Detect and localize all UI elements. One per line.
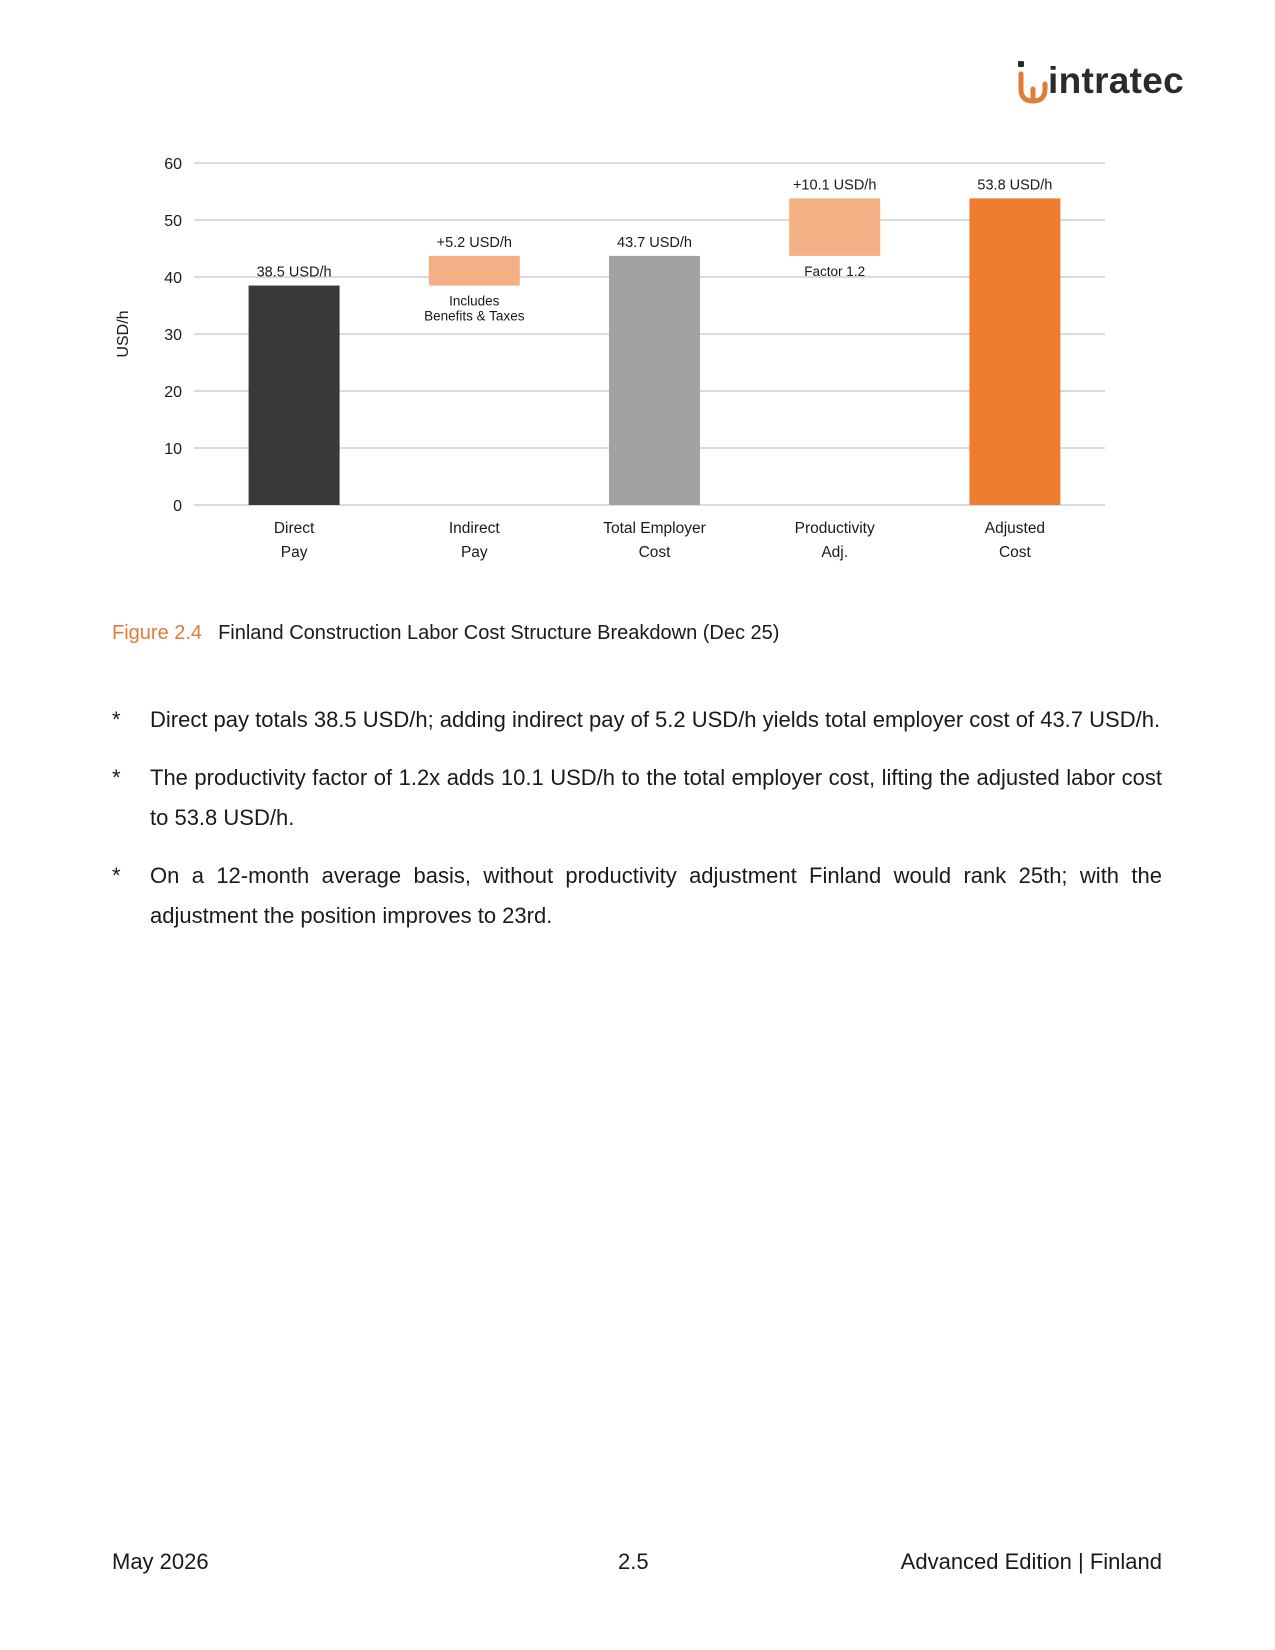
bullet-list: [112, 700, 1162, 954]
footer-date: May 2026: [112, 1549, 209, 1574]
y-tick-label: 0: [173, 498, 182, 515]
bullet-item: [112, 758, 1162, 838]
bullet-marker: *: [112, 863, 121, 888]
bullet-marker: *: [112, 707, 121, 732]
bar-value-label: +5.2 USD/h: [436, 234, 512, 251]
logo-mark-icon: [1016, 56, 1050, 114]
x-tick-label: Productivity: [794, 520, 875, 537]
y-tick-label: 60: [164, 156, 182, 173]
x-tick-label: Direct: [273, 520, 315, 537]
y-tick-label: 20: [164, 384, 182, 401]
y-tick-label: 30: [164, 327, 182, 344]
x-tick-label: Adj.: [821, 544, 849, 561]
bar-annotation: Factor 1.2: [804, 263, 866, 279]
bar-annotation: Benefits & Taxes: [424, 308, 525, 324]
figure-number: Figure 2.4: [112, 622, 203, 644]
figure-caption: [112, 620, 779, 646]
bullet-text: The productivity factor of 1.2x adds 10.1 USD/h to the total employer cost, lifting the adjusted labor cost to 53.8 USD/h.: [150, 765, 1162, 830]
bullet-marker: *: [112, 765, 121, 790]
x-tick-label: Pay: [280, 544, 308, 561]
labor-cost-waterfall-chart: [110, 150, 1170, 590]
bar: [969, 198, 1060, 505]
x-tick-label: Cost: [638, 544, 671, 561]
bar: [249, 286, 340, 505]
logo-wordmark: intratec: [1048, 60, 1185, 101]
bullet-text: On a 12-month average basis, without productivity adjustment Finland would rank 25th; with the adjustment the position improves to 23rd.: [150, 863, 1162, 928]
y-tick-label: 50: [164, 213, 182, 230]
footer-edition: Advanced Edition | Finland: [900, 1549, 1162, 1574]
bar-value-label: 53.8 USD/h: [977, 177, 1053, 194]
y-tick-label: 10: [164, 441, 182, 458]
y-tick-label: 40: [164, 270, 182, 287]
bar-value-label: +10.1 USD/h: [792, 177, 877, 194]
figure-title: Finland Construction Labor Cost Structure Breakdown (Dec 25): [218, 622, 780, 644]
x-tick-label: Total Employer: [603, 520, 706, 537]
x-tick-label: Pay: [460, 544, 488, 561]
bar-annotation: Includes: [449, 293, 500, 309]
bar-value-label: 43.7 USD/h: [617, 234, 692, 251]
bullet-item: [112, 856, 1162, 936]
x-tick-label: Cost: [998, 544, 1031, 561]
intratec-logo: [1016, 56, 1185, 114]
bar-value-label: 38.5 USD/h: [256, 264, 332, 281]
x-tick-label: Indirect: [448, 520, 500, 537]
bar: [789, 198, 880, 256]
bullet-item: [112, 700, 1162, 740]
bar: [429, 256, 520, 286]
footer-page-number: 2.5: [618, 1549, 649, 1574]
bullet-text: Direct pay totals 38.5 USD/h; adding indirect pay of 5.2 USD/h yields total employer cost of 43.7 USD/h.: [150, 707, 1161, 732]
x-tick-label: Adjusted: [984, 520, 1046, 537]
y-axis-label: USD/h: [115, 310, 132, 358]
bar: [609, 256, 700, 505]
